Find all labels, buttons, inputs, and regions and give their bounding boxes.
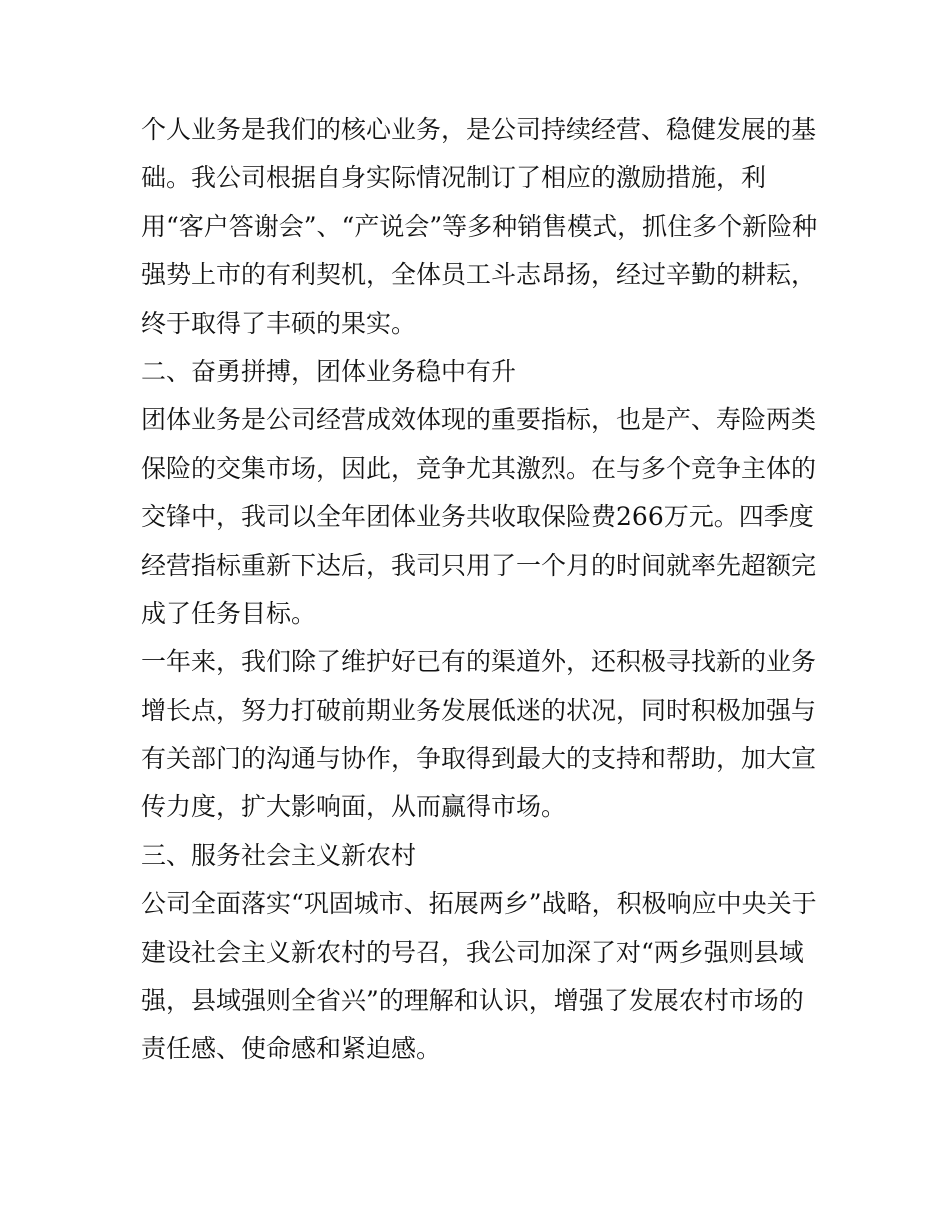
- section-heading: 二、奋勇拼搏，团体业务稳中有升: [141, 356, 517, 386]
- text-line: 经营指标重新下达后，我司只用了一个月的时间就率先超额完: [141, 550, 817, 580]
- text-line: 终于取得了丰硕的果实。: [141, 308, 417, 338]
- text-line: 成了任务目标。: [141, 598, 317, 628]
- text-line: 公司全面落实“巩固城市、拓展两乡”战略，积极响应中央关于: [141, 889, 817, 919]
- text-line: 建设社会主义新农村的号召，我公司加深了对“两乡强则县域: [141, 937, 804, 967]
- text-line: 团体业务是公司经营成效体现的重要指标，也是产、寿险两类: [141, 405, 817, 435]
- document-body: [141, 106, 821, 1074]
- text-line: 责任感、使命感和紧迫感。: [141, 1034, 442, 1064]
- text-line: 强，县域强则全省兴”的理解和认识，增强了发展农村市场的: [141, 986, 804, 1016]
- section-heading: 三、服务社会主义新农村: [141, 840, 417, 870]
- text-line: 增长点，努力打破前期业务发展低迷的状况，同时积极加强与: [141, 695, 817, 725]
- text-line: 个人业务是我们的核心业务，是公司持续经营、稳健发展的基: [141, 115, 817, 144]
- text-line: 一年来，我们除了维护好已有的渠道外，还积极寻找新的业务: [141, 647, 817, 677]
- text-line: 强势上市的有利契机，全体员工斗志昂扬，经过辛勤的耕耘，: [141, 260, 817, 290]
- text-line: 用“客户答谢会”、“产说会”等多种销售模式，抓住多个新险种: [141, 211, 818, 241]
- text-line: 保险的交集市场，因此，竞争尤其激烈。在与多个竞争主体的: [141, 453, 817, 483]
- text-line: 有关部门的沟通与协作，争取得到最大的支持和帮助，加大宣: [141, 744, 817, 774]
- text-line: 础。我公司根据自身实际情况制订了相应的激励措施，利: [141, 163, 767, 193]
- text-line: 交锋中，我司以全年团体业务共收取保险费266万元。四季度: [141, 502, 814, 532]
- text-line: 传力度，扩大影响面，从而赢得市场。: [141, 792, 567, 822]
